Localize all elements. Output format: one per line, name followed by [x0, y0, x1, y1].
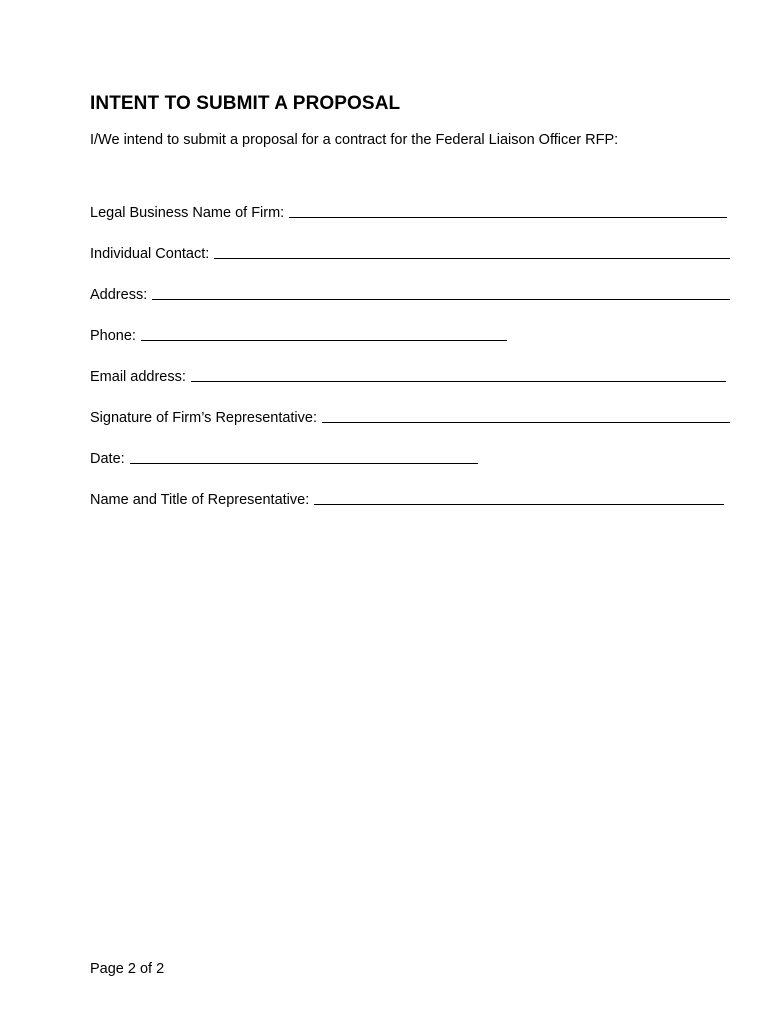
field-name-title [90, 468, 730, 509]
field-email [90, 345, 730, 386]
field-label-signature: Signature of Firm’s Representative: [90, 410, 318, 426]
field-label-name-title: Name and Title of Representative: [90, 492, 310, 508]
field-label-individual-contact: Individual Contact: [90, 246, 210, 262]
address-input[interactable] [152, 283, 730, 300]
field-individual-contact [90, 222, 730, 263]
field-phone [90, 304, 730, 345]
email-input[interactable] [191, 365, 726, 382]
individual-contact-input[interactable] [214, 242, 730, 259]
field-address [90, 263, 730, 304]
field-label-phone: Phone: [90, 328, 136, 344]
signature-input[interactable] [322, 406, 730, 423]
name-title-input[interactable] [314, 488, 724, 505]
page-number: Page 2 of 2 [90, 961, 165, 977]
proposal-form [90, 181, 730, 509]
field-label-email: Email address: [90, 369, 186, 385]
field-label-date: Date: [90, 451, 125, 467]
field-date [90, 427, 730, 468]
document-title: INTENT TO SUBMIT A PROPOSAL [90, 93, 401, 114]
field-signature [90, 386, 730, 427]
field-label-firm-name: Legal Business Name of Firm: [90, 205, 285, 221]
field-firm-name [90, 181, 730, 222]
firm-name-input[interactable] [289, 201, 727, 218]
field-label-address: Address: [90, 287, 148, 303]
date-input[interactable] [130, 447, 478, 464]
phone-input[interactable] [141, 324, 507, 341]
intro-text: I/We intend to submit a proposal for a contract for the Federal Liaison Officer RFP: [90, 132, 619, 148]
